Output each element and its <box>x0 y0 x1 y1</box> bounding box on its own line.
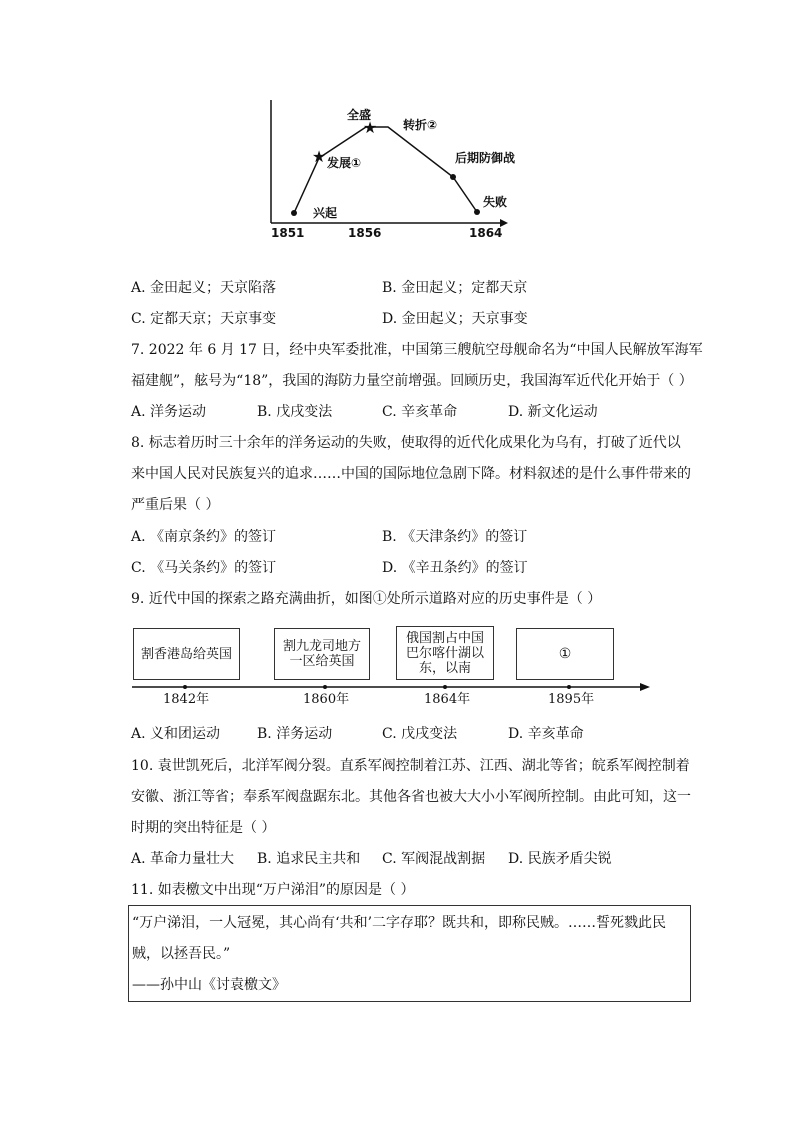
q6-option-a: A. 金田起义；天京陷落 <box>131 280 277 296</box>
q7-option-d: D. 新文化运动 <box>508 404 598 420</box>
q9-option-c: C. 戊戌变法 <box>382 726 458 742</box>
timeline-event-box: 割香港岛给英国 <box>133 628 240 680</box>
q8-stem-line: 8. 标志着历时三十余年的洋务运动的失败，使取得的近代化成果化为乌有，打破了近代以 <box>131 435 681 451</box>
fail-point <box>474 209 480 215</box>
timeline-event-box: 割九龙司地方一区给英国 <box>274 628 370 680</box>
q7-option-c: C. 辛亥革命 <box>382 404 458 420</box>
label-late-defense: 后期防御战 <box>455 151 516 165</box>
q10-stem-line: 10. 袁世凯死后，北洋军阀分裂。直系军阀控制着江苏、江西、湖北等省；皖系军阀控制着 <box>131 758 690 774</box>
timeline-event-box: ① <box>516 628 614 680</box>
timeline-dot <box>183 685 187 689</box>
timeline-arrow <box>640 683 650 691</box>
q8-option-c: C. 《马关条约》的签订 <box>131 560 277 576</box>
label-turn: 转折② <box>403 118 438 132</box>
timeline-year: 1860年 <box>303 692 350 707</box>
year-tick: 1864 <box>469 226 503 240</box>
quote-source: ——孙中山《讨袁檄文》 <box>132 977 286 993</box>
q10-option-b: B. 追求民主共和 <box>257 851 361 867</box>
q11-stem-line: 11. 如表檄文中出现“万户涕泪”的原因是（ ） <box>131 882 415 898</box>
q8-option-d: D. 《辛丑条约》的签订 <box>382 560 528 576</box>
q10-option-c: C. 军阀混战割据 <box>382 851 486 867</box>
q9-option-b: B. 洋务运动 <box>257 726 333 742</box>
timeline-year: 1895年 <box>548 692 595 707</box>
timeline-event-box: 俄国割占中国巴尔喀什湖以东，以南 <box>396 626 494 680</box>
timeline-dot <box>567 685 571 689</box>
curve-line <box>294 127 477 213</box>
q8-stem-line: 严重后果（ ） <box>131 497 220 513</box>
q7-stem-line: 7. 2022 年 6 月 17 日，经中央军委批准，中国第三艘航空母舰命名为“中国人民解放军海军 <box>131 342 703 358</box>
develop-star: ★ <box>311 147 327 166</box>
timeline-year: 1864年 <box>424 692 471 707</box>
q9-option-a: A. 义和团运动 <box>131 726 221 742</box>
label-fail: 失败 <box>483 195 508 209</box>
q8-option-a: A. 《南京条约》的签订 <box>131 529 277 545</box>
label-peak: 全盛 <box>347 108 372 122</box>
q9-option-d: D. 辛亥革命 <box>508 726 584 742</box>
quote-text-line: “万户涕泪，一人冠冕，其心尚有‘共和’二字存耶？既共和，即称民贼。……誓死戮此民 <box>132 915 667 931</box>
year-tick: 1851 <box>271 226 305 240</box>
q10-stem-line: 安徽、浙江等省；奉系军阀盘踞东北。其他各省也被大大小小军阀所控制。由此可知，这一 <box>131 789 691 805</box>
q6-option-b: B. 金田起义；定都天京 <box>382 280 528 296</box>
peak-star: ★ <box>362 118 378 137</box>
defense-point <box>450 174 456 180</box>
q10-option-d: D. 民族矛盾尖锐 <box>508 851 612 867</box>
timeline-dot <box>443 685 447 689</box>
timeline-dot <box>323 685 327 689</box>
q7-option-b: B. 戊戌变法 <box>257 404 333 420</box>
year-tick: 1856 <box>348 226 382 240</box>
q8-stem-line: 来中国人民对民族复兴的追求……中国的国际地位急剧下降。材料叙述的是什么事件带来的 <box>131 466 691 482</box>
rise-point <box>291 210 297 216</box>
q7-option-a: A. 洋务运动 <box>131 404 207 420</box>
q10-option-a: A. 革命力量壮大 <box>131 851 235 867</box>
taiping-curve-figure <box>255 92 535 242</box>
label-develop: 发展① <box>327 156 362 170</box>
q8-option-b: B. 《天津条约》的签订 <box>382 529 528 545</box>
q7-stem-line: 福建舰”，舷号为“18”，我国的海防力量空前增强。回顾历史，我国海军近代化开始于（ ） <box>131 373 693 389</box>
label-rise: 兴起 <box>313 206 338 220</box>
q6-option-d: D. 金田起义；天京事变 <box>382 311 528 327</box>
q10-stem-line: 时期的突出特征是（ ） <box>131 820 276 836</box>
timeline-year: 1842年 <box>163 692 210 707</box>
q6-option-c: C. 定都天京；天京事变 <box>131 311 277 327</box>
quote-text-line: 贼，以拯吾民。” <box>132 946 231 962</box>
q9-stem-line: 9. 近代中国的探索之路充满曲折，如图①处所示道路对应的历史事件是（ ） <box>131 591 602 607</box>
